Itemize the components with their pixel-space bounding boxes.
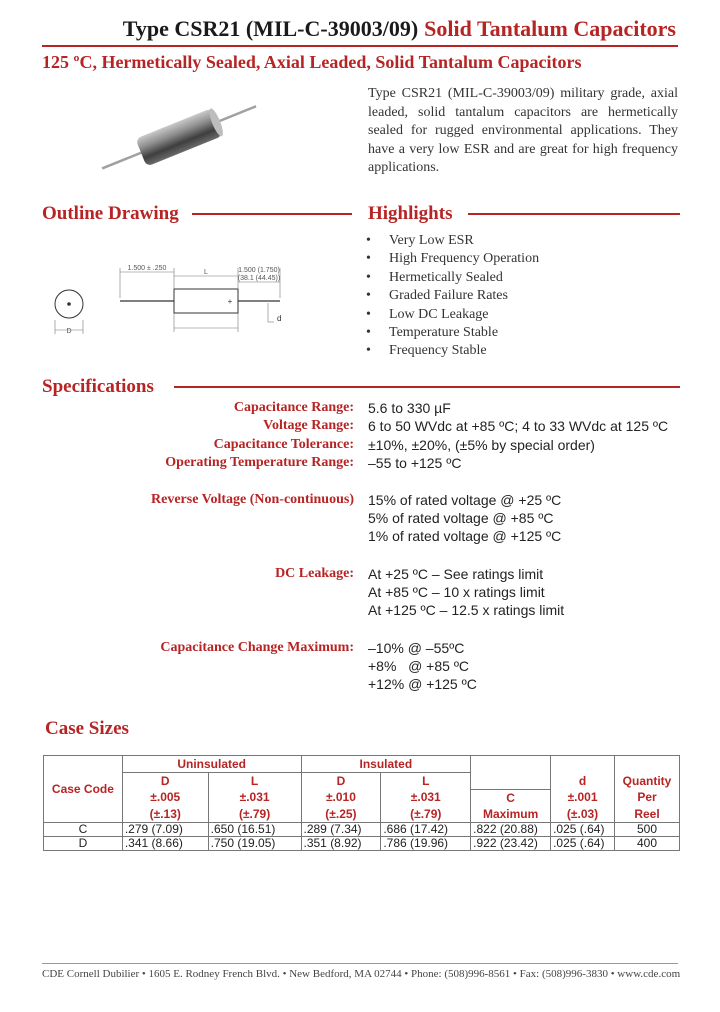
spec-label: Capacitance Change Maximum: xyxy=(160,640,354,655)
header-d1-tol-mm: (±.13) xyxy=(122,806,208,823)
header-l2-tol: ±.031 xyxy=(381,789,471,806)
highlights-list xyxy=(364,232,539,361)
list-item xyxy=(364,342,539,360)
dim-d-label: d xyxy=(277,314,282,323)
header-d-lead-tol-mm: (±.03) xyxy=(551,806,615,823)
header-c: C xyxy=(471,789,551,806)
outline-heading: Outline Drawing xyxy=(42,203,179,224)
table-row xyxy=(44,836,680,850)
list-item xyxy=(364,324,539,342)
case-sizes-table xyxy=(43,755,680,851)
header-insulated: Insulated xyxy=(301,756,471,773)
header-l2: L xyxy=(381,773,471,790)
list-item xyxy=(364,232,539,250)
spec-value: At +25 ºC – See ratings limit xyxy=(368,566,544,582)
table-cell: .686 (17.42) xyxy=(381,822,471,836)
table-cell: .025 (.64) xyxy=(551,836,615,850)
spec-label: Operating Temperature Range: xyxy=(165,455,354,470)
spec-label: Capacitance Range: xyxy=(233,400,354,415)
list-item xyxy=(364,269,539,287)
title-type: Type CSR21 (MIL-C-39003/09) xyxy=(122,16,419,41)
header-l2-tol-mm: (±.79) xyxy=(381,806,471,823)
list-item xyxy=(364,287,539,305)
spec-value: –55 to +125 ºC xyxy=(368,455,462,471)
spec-label: Voltage Range: xyxy=(263,418,354,433)
capacitor-image xyxy=(100,92,260,182)
spec-value: +12% @ +125 ºC xyxy=(368,676,477,692)
header-d-lead-blank xyxy=(551,756,615,773)
spec-value: At +85 ºC – 10 x ratings limit xyxy=(368,584,545,600)
highlight-text: Low DC Leakage xyxy=(389,306,489,322)
bullet: • xyxy=(366,233,371,248)
header-uninsulated: Uninsulated xyxy=(122,756,301,773)
specifications-heading-rule xyxy=(174,386,680,388)
highlight-text: Very Low ESR xyxy=(389,233,474,248)
footer-text: CDE Cornell Dubilier • 1605 E. Rodney French Blvd. • New Bedford, MA 02744 • Phone: (508)996-8561 • Fax: (508)996-3830 • www.cde.com xyxy=(42,968,681,980)
title-rule xyxy=(42,45,678,47)
footer-rule xyxy=(42,963,678,964)
bullet: • xyxy=(366,251,371,267)
plus-mark: + xyxy=(227,297,233,306)
header-c-blank xyxy=(471,756,551,790)
spec-value: –10% @ –55ºC xyxy=(368,640,465,656)
bullet: • xyxy=(366,343,371,359)
table-cell: 400 xyxy=(614,836,679,850)
highlights-heading: Highlights xyxy=(368,203,453,224)
header-d-lead-tol: ±.001 xyxy=(551,789,615,806)
header-c-max: Maximum xyxy=(471,806,551,823)
highlight-text: Graded Failure Rates xyxy=(389,288,508,304)
spec-value: 1% of rated voltage @ +125 ºC xyxy=(368,528,562,544)
specifications-heading: Specifications xyxy=(42,376,154,397)
table-cell: .279 (7.09) xyxy=(122,822,208,836)
list-item xyxy=(364,306,539,324)
spec-value: 15% of rated voltage @ +25 ºC xyxy=(368,492,562,508)
header-d1-tol: ±.005 xyxy=(122,789,208,806)
bullet: • xyxy=(366,325,371,341)
spec-label: DC Leakage: xyxy=(275,566,354,581)
header-qty-per: Per xyxy=(614,789,679,806)
header-qty-blank xyxy=(614,756,679,773)
table-row xyxy=(44,822,680,836)
spec-value: ±10%, ±20%, (±5% by special order) xyxy=(368,437,595,453)
table-cell: .786 (19.96) xyxy=(381,836,471,850)
table-cell: 500 xyxy=(614,822,679,836)
dim-D-label: D xyxy=(66,328,72,335)
table-cell: .341 (8.66) xyxy=(122,836,208,850)
intro-paragraph: Type CSR21 (MIL-C-39003/09) military grade, axial leaded, solid tantalum capacitors are hermetically sealed for rugged environmental applications. They have a very low ESR and are great for high frequency applications. xyxy=(368,86,678,175)
dim-lead-left-label: 1.500 ± .250 xyxy=(127,265,167,272)
bullet: • xyxy=(366,306,371,322)
spec-value: 5.6 to 330 µF xyxy=(368,400,451,416)
header-d2-tol-mm: (±.25) xyxy=(301,806,381,823)
table-cell: .025 (.64) xyxy=(551,822,615,836)
spec-value: 5% of rated voltage @ +85 ºC xyxy=(368,510,554,526)
table-cell: .822 (20.88) xyxy=(471,822,551,836)
header-qty: Quantity xyxy=(614,773,679,790)
table-cell: .351 (8.92) xyxy=(301,836,381,850)
header-d-lead: d xyxy=(551,773,615,790)
highlight-text: Frequency Stable xyxy=(389,343,487,359)
header-case-code: Case Code xyxy=(44,756,123,823)
bullet: • xyxy=(366,288,371,304)
header-l1-tol-mm: (±.79) xyxy=(208,806,301,823)
header-l1: L xyxy=(208,773,301,790)
header-d2-tol: ±.010 xyxy=(301,789,381,806)
list-item xyxy=(364,250,539,268)
table-cell: .289 (7.34) xyxy=(301,822,381,836)
dim-lead-right-metric: (38.1 (44.45)) xyxy=(237,275,281,282)
page-title xyxy=(123,16,676,42)
highlights-heading-rule xyxy=(468,213,680,215)
table-cell: .750 (19.05) xyxy=(208,836,301,850)
spec-value: At +125 ºC – 12.5 x ratings limit xyxy=(368,602,565,618)
table-cell: .922 (23.42) xyxy=(471,836,551,850)
case-sizes-heading: Case Sizes xyxy=(45,718,129,739)
header-d1: D xyxy=(122,773,208,790)
table-cell: D xyxy=(44,836,123,850)
outline-diagram xyxy=(50,262,300,352)
bullet: • xyxy=(366,269,371,285)
table-cell: C xyxy=(44,822,123,836)
page-subtitle: 125 ºC, Hermetically Sealed, Axial Leaded, Solid Tantalum Capacitors xyxy=(42,52,582,72)
title-product: Solid Tantalum Capacitors xyxy=(424,16,676,41)
spec-value: +8% @ +85 ºC xyxy=(368,658,470,674)
table-cell: .650 (16.51) xyxy=(208,822,301,836)
highlight-text: High Frequency Operation xyxy=(389,251,540,267)
outline-heading-rule xyxy=(192,213,352,215)
header-l1-tol: ±.031 xyxy=(208,789,301,806)
header-qty-reel: Reel xyxy=(614,806,679,823)
spec-value: 6 to 50 WVdc at +85 ºC; 4 to 33 WVdc at 125 ºC xyxy=(368,418,669,434)
highlight-text: Temperature Stable xyxy=(389,325,499,341)
dim-body-label: L xyxy=(204,269,208,276)
highlight-text: Hermetically Sealed xyxy=(389,269,503,285)
header-d2: D xyxy=(301,773,381,790)
dim-lead-right-label: 1.500 (1.750) xyxy=(238,267,280,274)
spec-label: Capacitance Tolerance: xyxy=(213,437,354,452)
spec-label: Reverse Voltage (Non-continuous) xyxy=(151,492,354,507)
